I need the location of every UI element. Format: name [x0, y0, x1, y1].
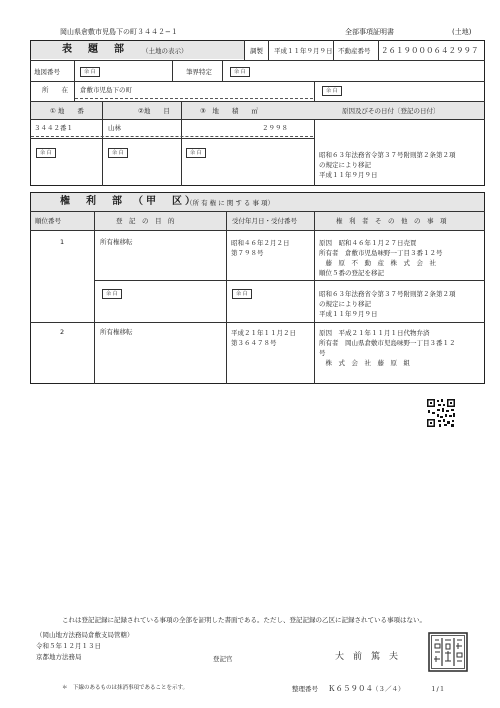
- fudosan-value: ２６１９０００６４２９９７: [381, 46, 479, 55]
- doc-title: 全部事項証明書: [345, 28, 394, 36]
- fudosan-label: 不動産番号: [338, 47, 371, 55]
- chiseki-value: ２９９８: [262, 124, 288, 132]
- divider: [74, 60, 75, 81]
- hikkai-label: 筆界特定: [186, 68, 212, 76]
- hyodai-title: 表 題 部: [62, 44, 127, 55]
- chiban-value: ３４４２番１: [34, 124, 73, 132]
- kenri-col-rank: 順位番号: [35, 217, 61, 225]
- shozai-yoyaku: 余 白: [322, 86, 342, 96]
- divider: [30, 60, 485, 61]
- divider: [30, 81, 485, 82]
- shozai-value: 倉敷市児島下の町: [80, 86, 132, 94]
- divider: [30, 322, 485, 323]
- kenri-details: 原因 平成２１年１１月１日代物弁済 所有者 岡山県倉敷市児島味野一丁目３番１２ 号 株 式 会 社 藤 原 組: [319, 329, 456, 367]
- col-chiseki: ③ 地 積 ㎡: [200, 107, 258, 115]
- dashed-underline: [75, 98, 313, 99]
- serial-value: Ｋ６５９０４: [328, 684, 373, 693]
- shozai-label: 所 在: [42, 86, 68, 94]
- dashed-underline: [31, 136, 313, 137]
- kenri-reception: 平成２１年１１月２日 第３６４７８号: [231, 329, 296, 347]
- kenri-purpose: 所有権移転: [100, 238, 133, 246]
- chizu-label: 地図番号: [34, 68, 60, 76]
- divider: [226, 211, 227, 384]
- chimoku-yoyaku: 余 白: [108, 148, 128, 158]
- officer-label: 登記官: [213, 655, 233, 663]
- chiseki-yoyaku: 余 白: [186, 148, 206, 158]
- col-chiban: ① 地 番: [50, 107, 84, 115]
- hyodai-subtitle: （土地の表示）: [142, 47, 188, 55]
- chizu-yoyaku: 余 白: [80, 67, 100, 77]
- chosei-value: 平成１１年９月９日: [274, 47, 333, 55]
- divider: [314, 211, 315, 384]
- divider: [333, 40, 334, 60]
- kenri-reception-yoyaku: 余 白: [232, 289, 252, 299]
- divider: [222, 60, 223, 81]
- kenri-reception: 昭和４６年２月２日 第７９８号: [231, 239, 290, 257]
- divider: [30, 230, 485, 231]
- kenri-rank: 2: [60, 328, 65, 336]
- kenri-details: 昭和６３年法務省令第３７号附則第２条第２項 の規定により移記 平成１１年９月９日: [319, 290, 456, 318]
- kenri-rank: 1: [60, 238, 65, 246]
- kenri-col-details: 権 利 者 そ の 他 の 事 項: [336, 217, 447, 225]
- kenri-details: 原因 昭和４６年１月２７日売買 所有者 倉敷市児島味野一丁目３番１２号 藤 原 不 動 産 株 式 会 社 順位５番の登記を移記: [319, 239, 443, 277]
- divider: [172, 60, 173, 81]
- qr-code: [426, 398, 456, 428]
- divider: [94, 211, 95, 384]
- serial-label: 整理番号: [292, 685, 318, 693]
- divider: [314, 81, 315, 186]
- officer-name: 大 前 篤 夫: [335, 652, 399, 662]
- page-total: １/１: [430, 685, 446, 693]
- bureau-name: 京都地方法務局: [36, 653, 82, 661]
- office-note: （岡山地方法務局倉敷支局管轄）: [36, 631, 134, 639]
- divider: [94, 280, 485, 281]
- certification-text: これは登記記録に記録されている事項の全部を証明した書面である。ただし、登記記録の乙区に記録されている事項はない。: [62, 616, 426, 624]
- header-location: 岡山県倉敷市児島下の町３４４２−１: [60, 28, 178, 36]
- divider: [244, 40, 245, 60]
- chiban-yoyaku: 余 白: [36, 148, 56, 158]
- divider: [181, 101, 182, 186]
- official-seal: [428, 632, 468, 672]
- issue-date: 令和５年１２月１３日: [36, 642, 101, 650]
- kenri-subtitle: （所 有 権 に 関 す る 事 項）: [186, 199, 275, 207]
- kenri-col-purpose: 登 記 の 目 的: [116, 217, 175, 225]
- chimoku-value: 山林: [108, 124, 121, 132]
- divider: [268, 40, 269, 60]
- kenri-purpose-yoyaku: 余 白: [102, 289, 122, 299]
- underline-note: ＊ 下線のあるものは抹消事項であることを示す。: [62, 685, 189, 691]
- cause-value: 昭和６３年法務省令第３７号附則第２条第２項 の規定により移記 平成１１年９月９日: [319, 151, 456, 179]
- kenri-purpose: 所有権移転: [100, 328, 133, 336]
- col-cause: 原因及びその日付〔登記の日付〕: [342, 107, 440, 115]
- kenri-col-reception: 受付年月日・受付番号: [232, 217, 297, 225]
- divider: [30, 138, 314, 139]
- divider: [30, 119, 485, 120]
- page-part: （３／４）: [372, 685, 405, 693]
- divider: [102, 101, 103, 186]
- kenri-title: 権 利 部 （甲 区）: [60, 196, 198, 207]
- land-tag: (土地): [452, 28, 472, 36]
- col-chimoku: ②地 目: [138, 107, 170, 115]
- chosei-label: 調製: [250, 47, 263, 55]
- hikkai-yoyaku: 余 白: [230, 67, 250, 77]
- divider: [378, 40, 379, 60]
